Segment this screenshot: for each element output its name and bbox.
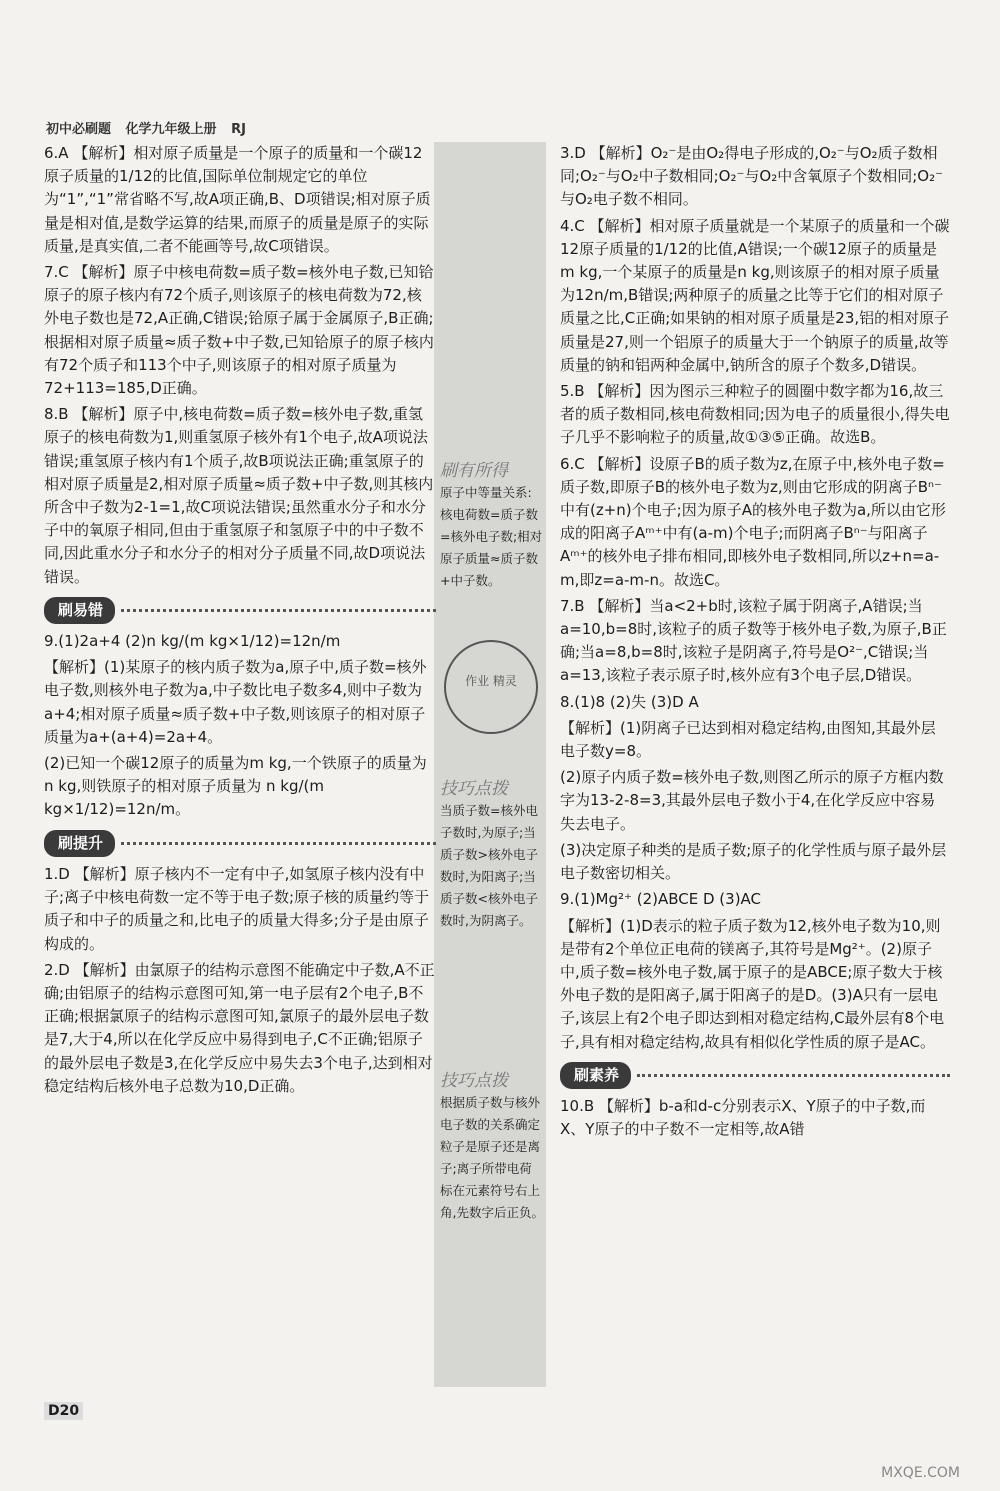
page-header: [46, 118, 256, 137]
side-title: 技巧点拨: [440, 1071, 508, 1091]
left-column: [44, 142, 436, 1101]
header-book: 初中必刷题: [46, 122, 112, 137]
side-text: 当质子数=核外电子数时,为原子;当质子数>核外电子数时,为阳离子;当质子数<核外电子数时,为阴离子。: [440, 803, 538, 928]
page-number: D20: [44, 1402, 83, 1420]
answer-paragraph: 1.D 【解析】原子核内不一定有中子,如氢原子核内没有中子;离子中核电荷数一定不等于电子数;原子核的质量约等于质子和中子的质量之和,比电子的质量大得多;分子是由原子构成的。: [44, 864, 430, 953]
section-header: [44, 597, 436, 624]
right-column: [560, 142, 950, 1144]
answer-paragraph: 6.A 【解析】相对原子质量是一个原子的质量和一个碳12原子质量的1/12的比值,国际单位制规定它的单位为“1”,“1”常省略不写,故A项正确,B、D项错误;相对原子质量是相对值,是数学运算的结果,而原子的质量是原子的实际质量,是真实值,二者不能画等号,故C项错误。: [44, 144, 431, 255]
side-note-3: [440, 1070, 544, 1224]
section-label: 刷易错: [44, 597, 115, 624]
answer-paragraph: 6.C 【解析】设原子B的质子数为z,在原子中,核外电子数=质子数,即原子B的核外电子数为z,则由它形成的阴离子Bⁿ⁻中有(z+n)个电子;因为原子A的核外电子数为a,所以由它形成的阳离子Aᵐ⁺中有(a-m)个电子;而阴离子Bⁿ⁻与阳离子Aᵐ⁺的核外电子排布相同,即核外电子数相同,所以z+n=a-m,即z=a-m-n。故选C。: [560, 454, 946, 589]
answer-paragraph: 9.(1)2a+4 (2)n kg/(m kg×1/12)=12n/m: [44, 632, 341, 651]
answer-paragraph: (3)决定原子种类的是质子数;原子的化学性质与原子最外层电子数密切相关。: [560, 840, 947, 883]
answer-paragraph: 7.C 【解析】原子中核电荷数=质子数=核外电子数,已知铪原子的原子核内有72个质子,则该原子的核电荷数为72,核外电子数也是72,A正确,C错误;铪原子属于金属原子,B正确;根据相对原子质量≈质子数+中子数,已知铪原子的原子核内有72个质子和113个中子,则该原子的相对原子质量为72+113=185,D正确。: [44, 263, 434, 398]
answer-paragraph: 7.B 【解析】当a<2+b时,该粒子属于阴离子,A错误;当a=10,b=8时,该粒子的质子数等于核外电子数,为原子,B正确;当a=8,b=8时,该粒子是阴离子,符号是O²⁻,C错误;当a=13,该粒子表示原子时,核外应有3个电子层,D错误。: [560, 596, 947, 685]
side-note-2: [440, 778, 544, 932]
stamp: 作业 精灵: [444, 640, 538, 734]
section-label: 刷素养: [560, 1062, 631, 1089]
section-header: [44, 830, 436, 857]
answer-paragraph: (2)已知一个碳12原子的质量为m kg,一个铁原子的质量为n kg,则铁原子的相对原子质量为 n kg/(m kg×1/12)=12n/m。: [44, 754, 427, 819]
answer-paragraph: 【解析】(1)阴离子已达到相对稳定结构,由图知,其最外层电子数y=8。: [560, 718, 936, 761]
side-title: 刷有所得: [440, 461, 508, 481]
answer-paragraph: 3.D 【解析】O₂⁻是由O₂得电子形成的,O₂⁻与O₂质子数相同;O₂⁻与O₂中子数相同;O₂⁻与O₂中含氧原子个数相同;O₂⁻与O₂电子数不相同。: [560, 144, 944, 209]
header-subject: 化学九年级上册: [125, 122, 217, 137]
answer-paragraph: 2.D 【解析】由氯原子的结构示意图不能确定中子数,A不正确;由铝原子的结构示意图可知,第一电子层有2个电子,B不正确;根据氯原子的结构示意图可知,氯原子的最外层电子数是7,大于4,所以在化学反应中易得到电子,C不正确;铝原子的最外层电子数是3,在化学反应中易失去3个电子,达到相对稳定结构后核外电子总数为10,D正确。: [44, 960, 435, 1095]
watermark: MXQE.COM: [881, 1465, 960, 1481]
answer-paragraph: 5.B 【解析】因为图示三种粒子的圆圈中数字都为16,故三者的质子数相同,核电荷数相同;因为电子的质量很小,得失电子几乎不影响粒子的质量,故①③⑤正确。故选B。: [560, 382, 950, 447]
answer-paragraph: 10.B 【解析】b-a和d-c分别表示X、Y原子的中子数,而X、Y原子的中子数不一定相等,故A错: [560, 1096, 926, 1139]
answer-paragraph: 8.(1)8 (2)失 (3)D A: [560, 692, 699, 711]
header-edition: RJ: [231, 122, 246, 137]
answer-paragraph: 9.(1)Mg²⁺ (2)ABCE D (3)AC: [560, 890, 762, 909]
side-title: 技巧点拨: [440, 779, 508, 799]
side-text: 原子中等量关系:核电荷数=质子数=核外电子数;相对原子质量≈质子数+中子数。: [440, 485, 543, 588]
side-text: 根据质子数与核外电子数的关系确定粒子是原子还是离子;离子所带电荷标在元素符号右上角,先数字后正负。: [440, 1095, 544, 1220]
answer-paragraph: 【解析】(1)D表示的粒子质子数为12,核外电子数为10,则是带有2个单位正电荷的镁离子,其符号是Mg²⁺。(2)原子中,质子数=核外电子数,属于原子的是ABCE;原子数大于核外电子数的是阳离子,属于阳离子的是D。(3)A只有一层电子,该层上有2个电子即达到相对稳定结构,C最外层有8个电子,具有相对稳定结构,故具有相似化学性质的原子是AC。: [560, 916, 945, 1051]
answer-paragraph: 8.B 【解析】原子中,核电荷数=质子数=核外电子数,重氢原子的核电荷数为1,则重氢原子核外有1个电子,故A项说法错误;重氢原子核内有1个质子,故B项说法正确;重氢原子的相对原子质量是2,相对原子质量≈质子数+中子数,则其核内所含中子数为2-1=1,故C项说法错误;虽然重水分子和水分子中的氧原子相同,但由于重氢原子和氢原子中的中子数不同,因此重水分子和水分子的相对分子质量不同,故D项说法错误。: [44, 405, 434, 586]
side-note-1: [440, 460, 544, 592]
answer-paragraph: 【解析】(1)某原子的核内质子数为a,原子中,质子数=核外电子数,则核外电子数为a,中子数比电子数多4,则中子数为a+4;相对原子质量≈质子数+中子数,则该原子的相对原子质量为a+(a+4)=2a+4。: [44, 658, 427, 746]
section-label: 刷提升: [44, 830, 115, 857]
answer-paragraph: (2)原子内质子数=核外电子数,则图乙所示的原子方框内数字为13-2-8=3,其最外层电子数小于4,在化学反应中容易失去电子。: [560, 768, 944, 833]
answer-paragraph: 4.C 【解析】相对原子质量就是一个某原子的质量和一个碳12原子质量的1/12的比值,A错误;一个碳12原子的质量是m kg,一个某原子的质量是n kg,则该原子的相对原子质量为12n/m,B错误;两种原子的质量之比等于它们的相对原子质量之比,C正确;如果钠的相对原子质量是23,铝的相对原子质量是27,则一个铝原子的质量大于一个钠原子的质量,故等质量的钠和铝两种金属中,钠所含的原子个数多,D错误。: [560, 216, 950, 374]
section-header: [560, 1062, 950, 1089]
